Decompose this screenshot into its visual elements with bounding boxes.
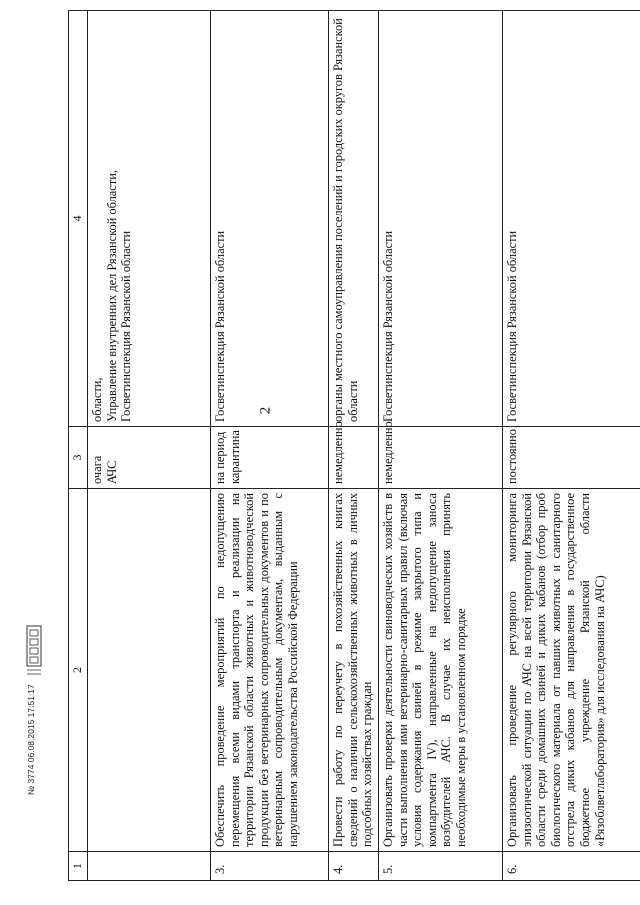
responsible-line: Госветинспекция Рязанской области	[381, 230, 395, 422]
responsible-line: Госветинспекция Рязанской области	[505, 230, 519, 422]
measure-cell: Организовать проверки деятельности свиноводческих хозяйств в части выполнения ими ветеринарно-санитарных правил (включая условия содержания свиней в режиме закрытого типа и компартмента IV), направленные на недопущение заноса возбудителей АЧС. В случае их неисполнения принять необходимые меры в установленном порядке	[379, 489, 503, 852]
row-number-cell	[88, 852, 211, 881]
rotated-table-container	[68, 11, 638, 881]
header-cell: 3	[69, 427, 88, 489]
header-cell: 1	[69, 852, 88, 881]
header-cell: 2	[69, 489, 88, 852]
header-cell: 4	[69, 11, 88, 427]
responsible-cell	[329, 11, 379, 427]
measure-cell	[88, 489, 211, 852]
responsible-cell	[379, 11, 503, 427]
responsible-cell	[211, 11, 329, 427]
measure-cell: Провести работу по переучету в похозяйственных книгах сведений о наличии сельскохозяйственных животных в личных подсобных хозяйствах граждан	[329, 489, 379, 852]
responsible-cell	[503, 11, 640, 427]
deadline-cell: на период карантина	[211, 427, 329, 489]
responsible-cell	[88, 11, 211, 427]
responsible-line: Госветинспекция Рязанской области	[119, 230, 134, 422]
table-row	[329, 11, 379, 881]
measure-cell: Организовать проведение регулярного мониторинга эпизоотической ситуации по АЧС на всей территории Рязанской области среди домашних свиней и диких кабанов (отбор проб биологического материала от павших животных и санитарного отстрела диких кабанов для направления в государственное бюджетное учреждение Рязанской области «Рязоблветлаборатория» для исследования на АЧС)	[503, 489, 640, 852]
table-row	[379, 11, 503, 881]
row-number-cell: 4.	[329, 852, 379, 881]
table-row	[88, 11, 211, 881]
document-registration-code: № 3774 06.08.2015 17:51:17	[26, 684, 36, 795]
deadline-cell: немедленно	[379, 427, 503, 489]
table-header-row	[69, 11, 88, 881]
table-row	[503, 11, 640, 881]
responsible-line: Управление внутренних дел Рязанской области,	[104, 170, 119, 422]
row-number-cell: 3.	[211, 852, 329, 881]
responsible-line: области,	[90, 377, 104, 422]
page-number: 2	[257, 406, 274, 415]
table-row	[211, 11, 329, 881]
action-plan-table	[68, 10, 640, 881]
deadline-cell: немедленно	[329, 427, 379, 489]
row-number-cell: 6.	[503, 852, 640, 881]
measure-cell: Обеспечить проведение мероприятий по недопущению перемещения всеми видами транспорта и реализации на территории Рязанской области животных и животноводческой продукции без ветеринарных сопроводительных документов и по ветеринарным сопроводительным документам, выданным с нарушением законодательства Российской Федерации	[211, 489, 329, 852]
deadline-cell: очага АЧС	[88, 427, 211, 489]
responsible-line: органы местного самоуправления поселений и городских округов Рязанской области	[331, 18, 360, 422]
row-number-cell: 5.	[379, 852, 503, 881]
responsible-line: Госветинспекция Рязанской области	[213, 230, 227, 422]
deadline-cell: постоянно	[503, 427, 640, 489]
